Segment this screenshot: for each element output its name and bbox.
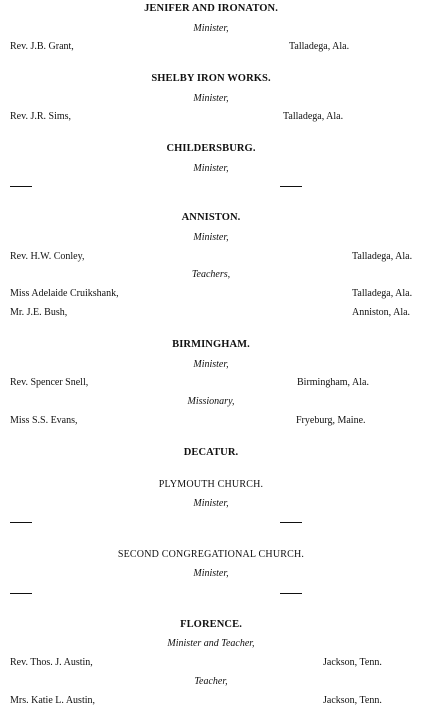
- person-name: Rev. Spencer Snell,: [10, 377, 89, 388]
- vacant-name-dash: [10, 593, 32, 594]
- role-label-minister: Minister,: [193, 23, 229, 34]
- role-label-minister: Minister,: [193, 359, 229, 370]
- person-location: Talladega, Ala.: [283, 111, 344, 122]
- section-heading-childersburg: CHILDERSBURG.: [166, 143, 256, 154]
- person-location: Jackson, Tenn.: [323, 657, 382, 668]
- person-name: Rev. J.B. Grant,: [10, 41, 74, 52]
- vacant-name-dash: [10, 186, 32, 187]
- person-location: Talladega, Ala.: [352, 251, 413, 262]
- vacant-location-dash: [280, 593, 302, 594]
- role-label-minister: Minister,: [193, 93, 229, 104]
- person-location: Fryeburg, Maine.: [296, 415, 366, 426]
- role-label-minister: Minister,: [193, 568, 229, 579]
- role-label-minister: Minister,: [193, 498, 229, 509]
- person-location: Anniston, Ala.: [352, 307, 411, 318]
- person-name: Miss S.S. Evans,: [10, 415, 78, 426]
- person-location: Birmingham, Ala.: [297, 377, 369, 388]
- subheading-second-congregational-church: SECOND CONGREGATIONAL CHURCH.: [117, 549, 305, 560]
- role-label-minister: Minister,: [193, 163, 229, 174]
- section-heading-florence: FLORENCE.: [180, 619, 242, 630]
- role-label-teacher: Teacher,: [194, 676, 228, 687]
- section-heading-jenifer: JENIFER AND IRONATON.: [144, 3, 278, 14]
- section-heading-shelby: SHELBY IRON WORKS.: [151, 73, 271, 84]
- section-heading-anniston: ANNISTON.: [181, 212, 241, 223]
- role-label-missionary: Missionary,: [187, 396, 235, 407]
- person-location: Talladega, Ala.: [352, 288, 413, 299]
- role-label-teachers: Teachers,: [191, 269, 231, 280]
- person-location: Talladega, Ala.: [289, 41, 350, 52]
- section-heading-birmingham: BIRMINGHAM.: [172, 339, 250, 350]
- vacant-name-dash: [10, 522, 32, 523]
- role-label-minister-and-teacher: Minister and Teacher,: [167, 638, 255, 649]
- person-name: Rev. Thos. J. Austin,: [10, 657, 93, 668]
- person-name: Rev. H.W. Conley,: [10, 251, 85, 262]
- person-location: Jackson, Tenn.: [323, 695, 382, 706]
- subheading-plymouth-church: PLYMOUTH CHURCH.: [158, 479, 264, 490]
- person-name: Rev. J.R. Sims,: [10, 111, 72, 122]
- vacant-location-dash: [280, 186, 302, 187]
- person-name: Miss Adelaide Cruikshank,: [10, 288, 119, 299]
- person-name: Mrs. Katie L. Austin,: [10, 695, 95, 706]
- person-name: Mr. J.E. Bush,: [10, 307, 68, 318]
- section-heading-decatur: DECATUR.: [183, 447, 239, 458]
- vacant-location-dash: [280, 522, 302, 523]
- role-label-minister: Minister,: [193, 232, 229, 243]
